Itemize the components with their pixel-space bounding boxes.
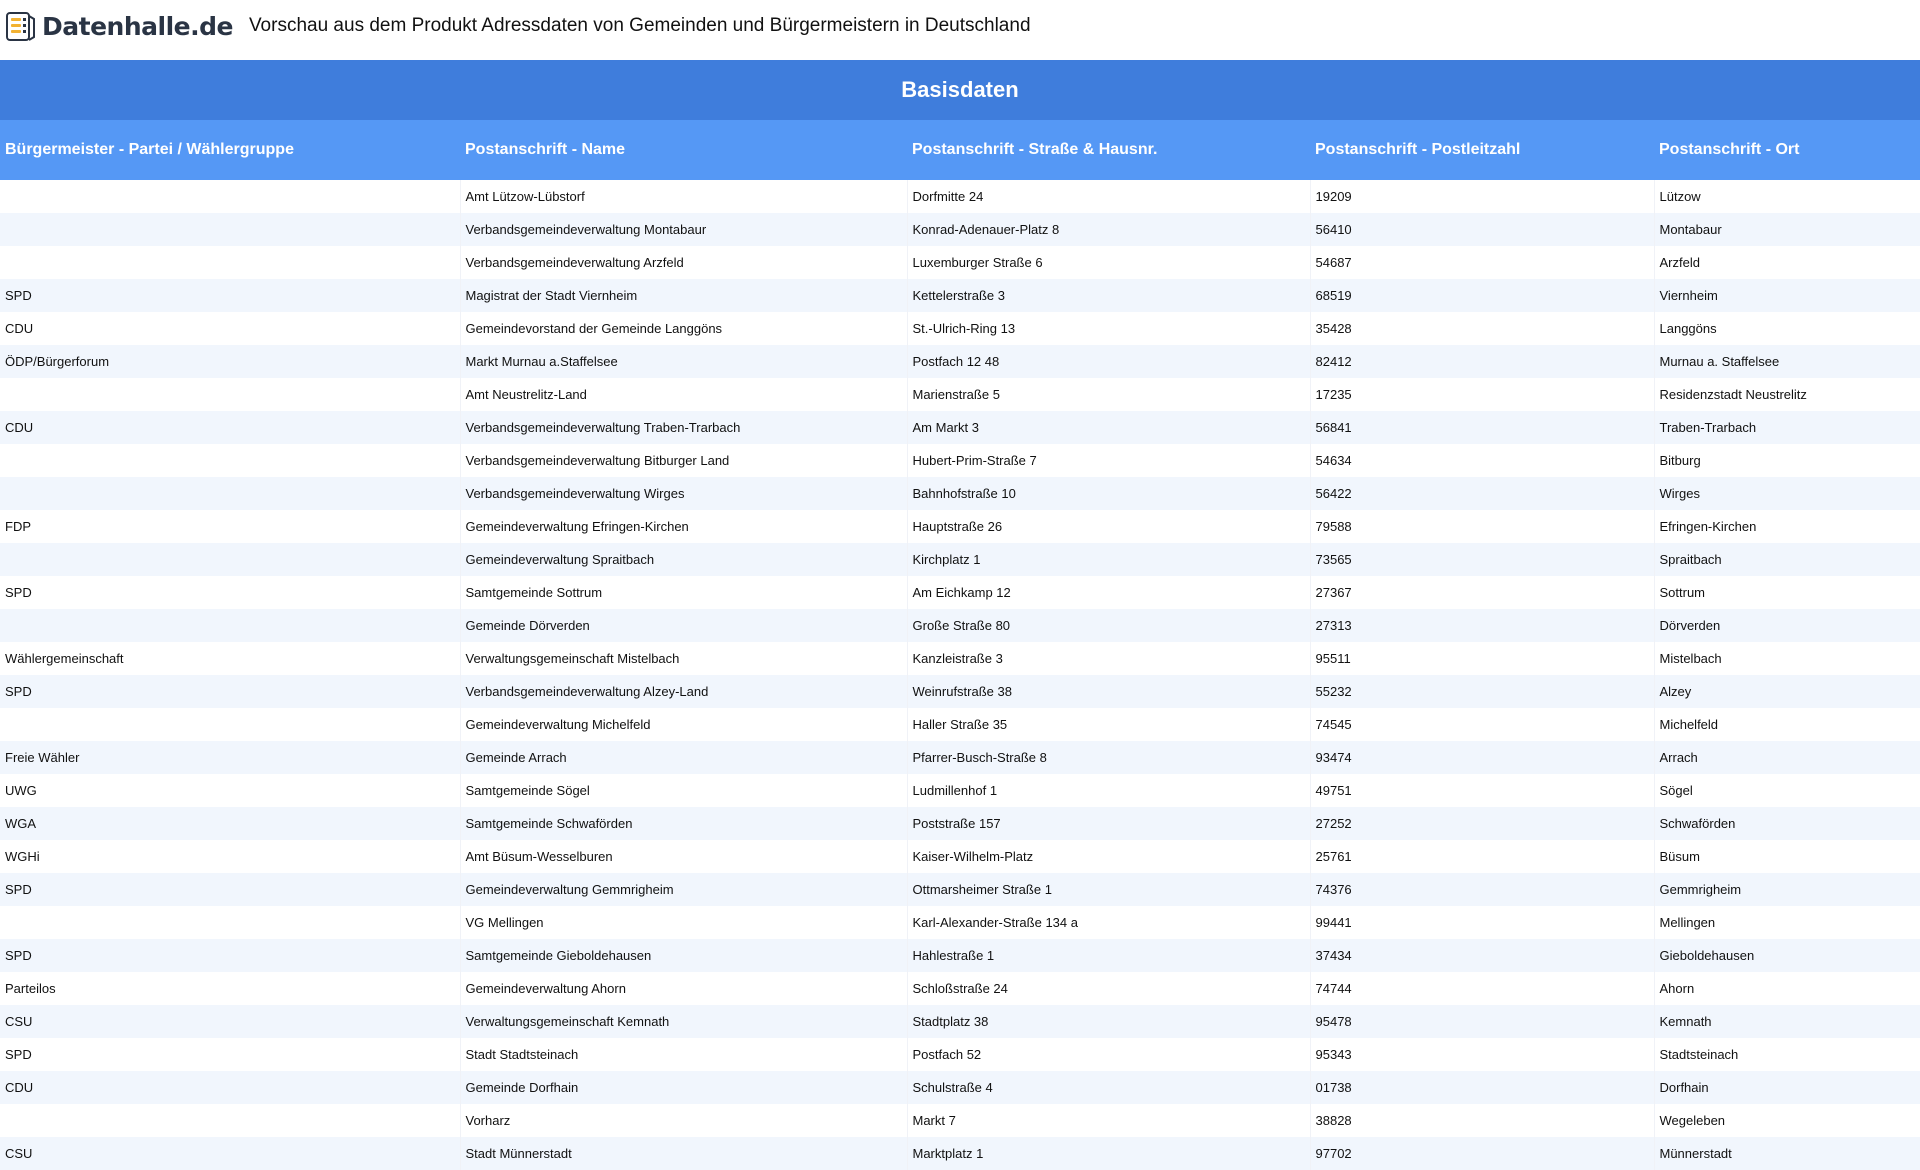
cell-strasse: Kaiser-Wilhelm-Platz [907, 840, 1310, 873]
cell-postleitzahl: 27367 [1310, 576, 1654, 609]
cell-ort: Viernheim [1654, 279, 1920, 312]
cell-ort: Arzfeld [1654, 246, 1920, 279]
cell-partei: FDP [0, 510, 460, 543]
cell-partei [0, 477, 460, 510]
cell-ort: Lützow [1654, 180, 1920, 213]
cell-partei [0, 543, 460, 576]
cell-ort: Michelfeld [1654, 708, 1920, 741]
cell-postleitzahl: 74545 [1310, 708, 1654, 741]
cell-partei: WGA [0, 807, 460, 840]
table-row [0, 576, 1920, 609]
cell-strasse: Marienstraße 5 [907, 378, 1310, 411]
cell-postleitzahl: 74744 [1310, 972, 1654, 1005]
table-row [0, 477, 1920, 510]
cell-name: Stadt Münnerstadt [460, 1137, 907, 1170]
cell-postleitzahl: 37434 [1310, 939, 1654, 972]
cell-name: Verbandsgemeindeverwaltung Montabaur [460, 213, 907, 246]
cell-ort: Residenzstadt Neustrelitz [1654, 378, 1920, 411]
cell-partei [0, 378, 460, 411]
cell-partei: SPD [0, 1038, 460, 1071]
cell-name: Gemeindeverwaltung Efringen-Kirchen [460, 510, 907, 543]
cell-ort: Wirges [1654, 477, 1920, 510]
cell-ort: Langgöns [1654, 312, 1920, 345]
cell-strasse: Haller Straße 35 [907, 708, 1310, 741]
cell-name: Gemeindeverwaltung Ahorn [460, 972, 907, 1005]
cell-ort: Arrach [1654, 741, 1920, 774]
cell-postleitzahl: 56422 [1310, 477, 1654, 510]
cell-strasse: Kettelerstraße 3 [907, 279, 1310, 312]
cell-ort: Dorfhain [1654, 1071, 1920, 1104]
cell-partei: SPD [0, 939, 460, 972]
cell-partei: SPD [0, 576, 460, 609]
table-row [0, 873, 1920, 906]
table-row [0, 180, 1920, 213]
cell-strasse: Stadtplatz 38 [907, 1005, 1310, 1038]
cell-postleitzahl: 27313 [1310, 609, 1654, 642]
cell-name: Gemeinde Dörverden [460, 609, 907, 642]
cell-partei [0, 444, 460, 477]
cell-name: Verwaltungsgemeinschaft Mistelbach [460, 642, 907, 675]
table-row [0, 972, 1920, 1005]
cell-name: Markt Murnau a.Staffelsee [460, 345, 907, 378]
table-row [0, 246, 1920, 279]
column-header-name: Postanschrift - Name [460, 120, 907, 180]
logo-text: Datenhalle.de [42, 11, 233, 41]
cell-postleitzahl: 01738 [1310, 1071, 1654, 1104]
column-header-strasse: Postanschrift - Straße & Hausnr. [907, 120, 1310, 180]
cell-strasse: Am Markt 3 [907, 411, 1310, 444]
cell-name: Verwaltungsgemeinschaft Kemnath [460, 1005, 907, 1038]
cell-name: Stadt Stadtsteinach [460, 1038, 907, 1071]
cell-partei [0, 246, 460, 279]
cell-strasse: Dorfmitte 24 [907, 180, 1310, 213]
cell-name: Gemeindeverwaltung Gemmrigheim [460, 873, 907, 906]
cell-partei [0, 708, 460, 741]
table-row [0, 774, 1920, 807]
cell-name: Samtgemeinde Sögel [460, 774, 907, 807]
cell-ort: Büsum [1654, 840, 1920, 873]
table-row [0, 510, 1920, 543]
cell-postleitzahl: 74376 [1310, 873, 1654, 906]
table-row [0, 444, 1920, 477]
cell-postleitzahl: 95478 [1310, 1005, 1654, 1038]
cell-strasse: Markt 7 [907, 1104, 1310, 1137]
table-row [0, 906, 1920, 939]
cell-name: Amt Neustrelitz-Land [460, 378, 907, 411]
table-row [0, 1071, 1920, 1104]
cell-name: Verbandsgemeindeverwaltung Traben-Trarbach [460, 411, 907, 444]
cell-name: Gemeinde Arrach [460, 741, 907, 774]
table-row [0, 708, 1920, 741]
cell-name: Gemeindeverwaltung Michelfeld [460, 708, 907, 741]
cell-name: VG Mellingen [460, 906, 907, 939]
table-header-row [0, 120, 1920, 180]
cell-postleitzahl: 35428 [1310, 312, 1654, 345]
cell-partei: SPD [0, 279, 460, 312]
cell-name: Verbandsgemeindeverwaltung Bitburger Land [460, 444, 907, 477]
cell-partei: Freie Wähler [0, 741, 460, 774]
cell-strasse: Pfarrer-Busch-Straße 8 [907, 741, 1310, 774]
cell-strasse: Luxemburger Straße 6 [907, 246, 1310, 279]
cell-strasse: Kanzleistraße 3 [907, 642, 1310, 675]
cell-postleitzahl: 56410 [1310, 213, 1654, 246]
cell-name: Amt Lützow-Lübstorf [460, 180, 907, 213]
top-bar [0, 0, 1920, 52]
cell-postleitzahl: 56841 [1310, 411, 1654, 444]
cell-strasse: Hahlestraße 1 [907, 939, 1310, 972]
site-logo-link[interactable] [6, 10, 233, 42]
cell-name: Verbandsgemeindeverwaltung Arzfeld [460, 246, 907, 279]
cell-strasse: St.-Ulrich-Ring 13 [907, 312, 1310, 345]
cell-partei [0, 906, 460, 939]
cell-strasse: Weinrufstraße 38 [907, 675, 1310, 708]
cell-partei: CSU [0, 1005, 460, 1038]
cell-ort: Spraitbach [1654, 543, 1920, 576]
cell-ort: Sottrum [1654, 576, 1920, 609]
table-row [0, 1038, 1920, 1071]
cell-postleitzahl: 54687 [1310, 246, 1654, 279]
cell-strasse: Am Eichkamp 12 [907, 576, 1310, 609]
cell-postleitzahl: 97702 [1310, 1137, 1654, 1170]
cell-strasse: Ludmillenhof 1 [907, 774, 1310, 807]
table-row [0, 939, 1920, 972]
section-header: Basisdaten [0, 60, 1920, 120]
cell-postleitzahl: 93474 [1310, 741, 1654, 774]
cell-name: Gemeindevorstand der Gemeinde Langgöns [460, 312, 907, 345]
column-header-postleitzahl: Postanschrift - Postleitzahl [1310, 120, 1654, 180]
table-row [0, 840, 1920, 873]
cell-partei [0, 213, 460, 246]
cell-name: Samtgemeinde Schwaförden [460, 807, 907, 840]
cell-ort: Stadtsteinach [1654, 1038, 1920, 1071]
cell-name: Gemeindeverwaltung Spraitbach [460, 543, 907, 576]
cell-ort: Sögel [1654, 774, 1920, 807]
cell-ort: Kemnath [1654, 1005, 1920, 1038]
cell-ort: Gieboldehausen [1654, 939, 1920, 972]
table-row [0, 543, 1920, 576]
cell-name: Verbandsgemeindeverwaltung Wirges [460, 477, 907, 510]
cell-strasse: Konrad-Adenauer-Platz 8 [907, 213, 1310, 246]
cell-postleitzahl: 55232 [1310, 675, 1654, 708]
cell-strasse: Bahnhofstraße 10 [907, 477, 1310, 510]
cell-partei: CSU [0, 1137, 460, 1170]
cell-partei [0, 180, 460, 213]
cell-partei: SPD [0, 873, 460, 906]
cell-name: Verbandsgemeindeverwaltung Alzey-Land [460, 675, 907, 708]
cell-postleitzahl: 95343 [1310, 1038, 1654, 1071]
cell-strasse: Postfach 52 [907, 1038, 1310, 1071]
cell-ort: Efringen-Kirchen [1654, 510, 1920, 543]
cell-name: Vorharz [460, 1104, 907, 1137]
cell-postleitzahl: 73565 [1310, 543, 1654, 576]
table-row [0, 675, 1920, 708]
cell-partei: Wählergemeinschaft [0, 642, 460, 675]
cell-strasse: Große Straße 80 [907, 609, 1310, 642]
table-row [0, 609, 1920, 642]
table-row [0, 378, 1920, 411]
cell-partei: CDU [0, 411, 460, 444]
cell-partei: CDU [0, 312, 460, 345]
cell-postleitzahl: 27252 [1310, 807, 1654, 840]
cell-name: Samtgemeinde Gieboldehausen [460, 939, 907, 972]
table-row [0, 642, 1920, 675]
table-row [0, 279, 1920, 312]
cell-ort: Gemmrigheim [1654, 873, 1920, 906]
cell-ort: Traben-Trarbach [1654, 411, 1920, 444]
cell-strasse: Poststraße 157 [907, 807, 1310, 840]
cell-partei: CDU [0, 1071, 460, 1104]
cell-strasse: Hauptstraße 26 [907, 510, 1310, 543]
table-row [0, 1104, 1920, 1137]
page-title: Vorschau aus dem Produkt Adressdaten von Gemeinden und Bürgermeistern in Deutschland [248, 15, 1031, 36]
cell-strasse: Schulstraße 4 [907, 1071, 1310, 1104]
column-header-partei: Bürgermeister - Partei / Wählergruppe [0, 120, 460, 180]
table-row [0, 345, 1920, 378]
cell-name: Magistrat der Stadt Viernheim [460, 279, 907, 312]
cell-ort: Bitburg [1654, 444, 1920, 477]
table-row [0, 312, 1920, 345]
cell-postleitzahl: 49751 [1310, 774, 1654, 807]
cell-postleitzahl: 68519 [1310, 279, 1654, 312]
cell-strasse: Ottmarsheimer Straße 1 [907, 873, 1310, 906]
cell-strasse: Schloßstraße 24 [907, 972, 1310, 1005]
cell-ort: Montabaur [1654, 213, 1920, 246]
cell-partei: WGHi [0, 840, 460, 873]
cell-strasse: Postfach 12 48 [907, 345, 1310, 378]
cell-postleitzahl: 38828 [1310, 1104, 1654, 1137]
table-row [0, 1005, 1920, 1038]
cell-postleitzahl: 19209 [1310, 180, 1654, 213]
column-header-ort: Postanschrift - Ort [1654, 120, 1920, 180]
cell-ort: Alzey [1654, 675, 1920, 708]
cell-partei [0, 609, 460, 642]
cell-postleitzahl: 54634 [1310, 444, 1654, 477]
cell-partei: SPD [0, 675, 460, 708]
cell-name: Gemeinde Dorfhain [460, 1071, 907, 1104]
cell-partei: UWG [0, 774, 460, 807]
data-table [0, 120, 1920, 1170]
cell-postleitzahl: 79588 [1310, 510, 1654, 543]
cell-name: Amt Büsum-Wesselburen [460, 840, 907, 873]
table-body [0, 180, 1920, 1170]
cell-partei: ÖDP/Bürgerforum [0, 345, 460, 378]
cell-postleitzahl: 99441 [1310, 906, 1654, 939]
cell-strasse: Karl-Alexander-Straße 134 a [907, 906, 1310, 939]
table-row [0, 1137, 1920, 1170]
cell-strasse: Marktplatz 1 [907, 1137, 1310, 1170]
table-row [0, 213, 1920, 246]
database-stack-icon [6, 10, 36, 42]
cell-postleitzahl: 25761 [1310, 840, 1654, 873]
cell-ort: Dörverden [1654, 609, 1920, 642]
cell-name: Samtgemeinde Sottrum [460, 576, 907, 609]
cell-ort: Mellingen [1654, 906, 1920, 939]
cell-postleitzahl: 95511 [1310, 642, 1654, 675]
cell-postleitzahl: 82412 [1310, 345, 1654, 378]
table-row [0, 807, 1920, 840]
cell-partei [0, 1104, 460, 1137]
cell-ort: Wegeleben [1654, 1104, 1920, 1137]
cell-postleitzahl: 17235 [1310, 378, 1654, 411]
cell-ort: Murnau a. Staffelsee [1654, 345, 1920, 378]
table-row [0, 741, 1920, 774]
cell-ort: Schwaförden [1654, 807, 1920, 840]
table-row [0, 411, 1920, 444]
cell-ort: Mistelbach [1654, 642, 1920, 675]
cell-ort: Münnerstadt [1654, 1137, 1920, 1170]
cell-strasse: Hubert-Prim-Straße 7 [907, 444, 1310, 477]
cell-partei: Parteilos [0, 972, 460, 1005]
cell-strasse: Kirchplatz 1 [907, 543, 1310, 576]
cell-ort: Ahorn [1654, 972, 1920, 1005]
